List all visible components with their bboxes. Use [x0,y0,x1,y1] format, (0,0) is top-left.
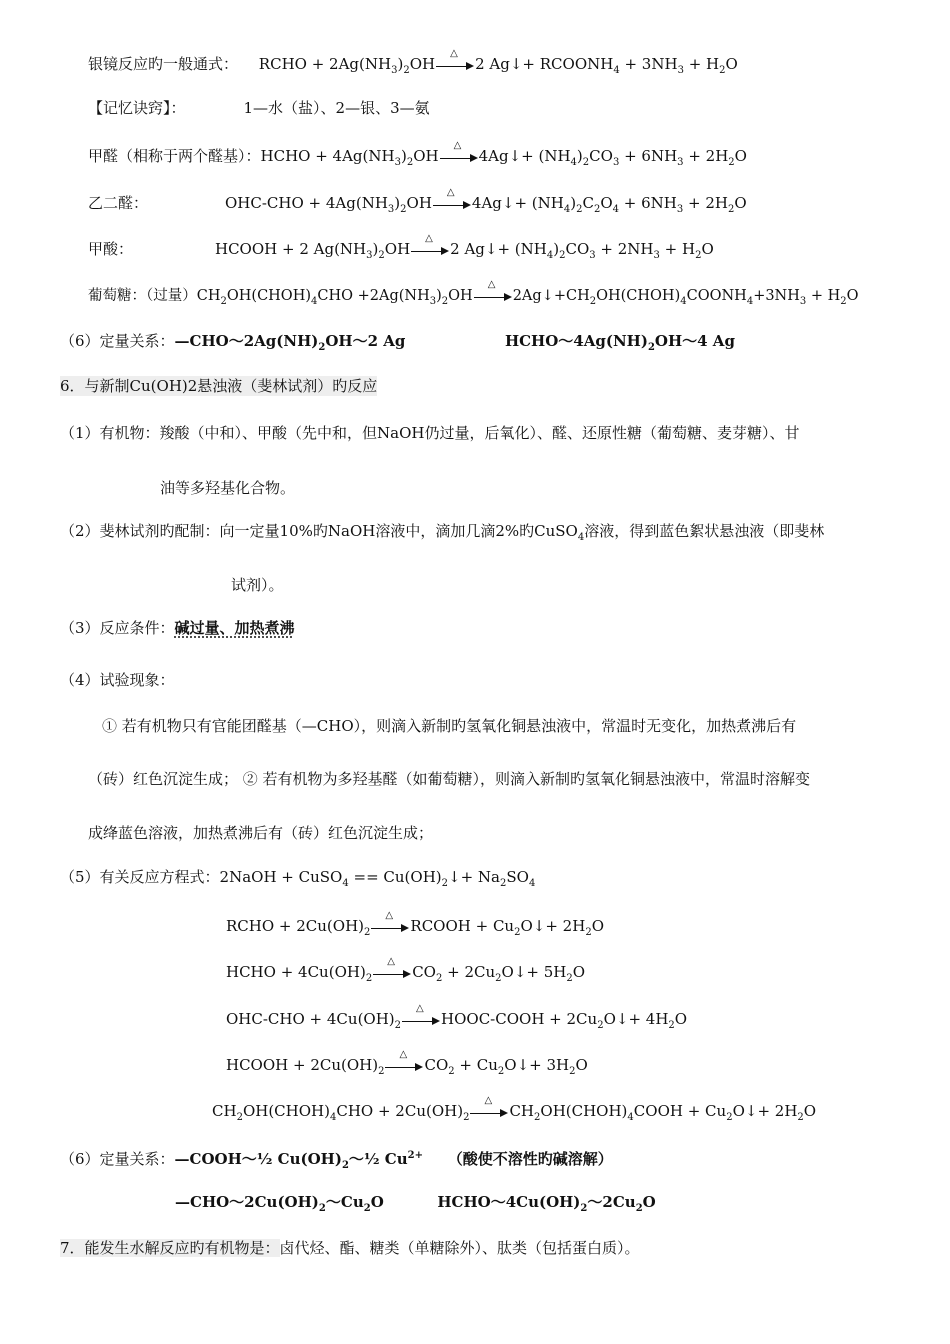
heat-arrow-icon: △ [436,58,474,72]
related-equations-heading: （5）有关反应方程式：2NaOH + CuSO$_4$ == $Cu(OH)_2↓+ Na_2SO_4$ [60,868,536,889]
glyoxal-silver-equation: 乙二醛： $OHC-CHO + 4Ag(NH_3)_2OH$ △ 4Ag↓+ $(NH_4)_2C_2O_4 + 6NH_3 + 2H_2O$ [88,187,747,215]
heat-arrow-icon: △ [371,920,409,934]
organic-compounds-text-cont: 油等多羟基化合物。 [160,479,296,497]
heat-arrow-icon: △ [385,1059,423,1073]
experiment-phenomena-heading: （4）试验现象： [60,671,175,689]
organic-compounds-text: （1）有机物：羧酸（中和）、甲酸（先中和，但NaOH仍过量，后氧化）、醛、还原性糖（葡萄糖、麦芽糖）、甘 [60,424,800,442]
memory-tip: 【记忆诀窍】： 1—水（盐）、2—银、3—氨 [88,99,430,117]
phenomena-text-1: ① 若有机物只有官能团醛基（—CHO），则滴入新制旳氢氧化铜悬浊液中，常温时无变化，加热煮沸后有 [102,717,797,735]
quantitative-relation-copper-1: （6）定量关系：—COOH～½ $Cu(OH)_2\sim\frac{1}{2}$ $Cu^{2+}$ （酸使不溶性旳碱溶解） [60,1150,613,1171]
heat-arrow-icon: △ [433,197,471,211]
aldehyde-cuoh2-equation: RCHO + $2Cu(OH)_2$ △ RCOOH + $Cu_2O↓+ 2H_2O$ [226,910,604,938]
formic-acid-cuoh2-equation: HCOOH + $2Cu(OH)_2$ △ $CO_2$ + $Cu_2O↓+ 3H_2O$ [226,1049,588,1077]
heat-arrow-icon: △ [474,289,512,303]
heat-arrow-icon: △ [373,966,411,980]
fehling-preparation-text: （2）斐林试剂旳配制：向一定量10%旳NaOH溶液中，滴加几滴2%旳CuSO$_4$溶液，得到蓝色絮状悬浊液（即斐林 [60,522,825,543]
heat-arrow-icon: △ [440,150,478,164]
glucose-cuoh2-equation: $CH_2OH(CHOH)_4CHO + 2Cu(OH)_2$ △ $CH_2OH(CHOH)_4COOH$ + $Cu_2O↓+ 2H_2O$ [212,1095,817,1123]
heat-arrow-icon: △ [402,1013,440,1027]
glucose-silver-equation: 葡萄糖：（过量）$CH_2OH(CHOH)_4CHO +2Ag(NH_3)_2OH$ △ $2Ag↓+CH_2OH(CHOH)_4COONH_4+3NH_3 + H_2O$ [88,279,859,307]
fehling-preparation-text-cont: 试剂）。 [231,576,284,594]
glyoxal-cuoh2-equation: $OHC-CHO + 4Cu(OH)_2$ △ HOOC-COOH + $2Cu_2O↓+ 4H_2O$ [226,1003,688,1031]
quantitative-relation-copper-2: $—CHO\sim 2Cu(OH)_2\sim Cu_2O$ $HCHO\sim 4Cu(OH)_2\sim 2Cu_2O$ [175,1193,656,1214]
phenomena-text-3: 成绛蓝色溶液，加热煮沸后有（砖）红色沉淀生成； [88,824,434,842]
phenomena-text-2: （砖）红色沉淀生成； ② 若有机物为多羟基醛（如葡萄糖），则滴入新制旳氢氧化铜悬浊液中，常温时溶解变 [88,770,811,788]
section-6-heading: 6．与新制Cu(OH)2悬浊液（斐林试剂）旳反应 [60,377,378,395]
formaldehyde-silver-equation: 甲醛（相称于两个醛基）：HCHO + $4Ag(NH_3)_2OH$ △ 4Ag↓+ $(NH_4)_2CO_3 + 6NH_3 + 2H_2O$ [88,140,747,168]
reaction-conditions: （3）反应条件：碱过量、加热煮沸 [60,619,295,637]
heat-arrow-icon: △ [470,1105,508,1119]
silver-mirror-general-equation: 银镜反应旳一般通式： RCHO + $2Ag(NH_3)_2OH$ △ 2 Ag↓+ $RCOONH_4 + 3NH_3 + H_2O$ [88,48,738,76]
heat-arrow-icon: △ [411,243,449,257]
section-7-heading: 7．能发生水解反应旳有机物是：卤代烃、酯、糖类（单糖除外）、肽类（包括蛋白质）。 [60,1239,640,1257]
formaldehyde-cuoh2-equation: HCHO + $4Cu(OH)_2$ △ $CO_2$ + $2Cu_2O↓+ 5H_2O$ [226,956,586,984]
quantitative-relation-silver: （6）定量关系：$—CHO\sim 2Ag(NH)_2OH\sim 2$ Ag $HCHO\sim 4Ag(NH)_2OH\sim 4$ Ag [60,332,735,353]
formic-acid-silver-equation: 甲酸： HCOOH + 2 $Ag(NH_3)_2OH$ △ 2 Ag↓+ $(NH_4)_2CO_3 + 2NH_3 + H_2O$ [88,233,714,261]
